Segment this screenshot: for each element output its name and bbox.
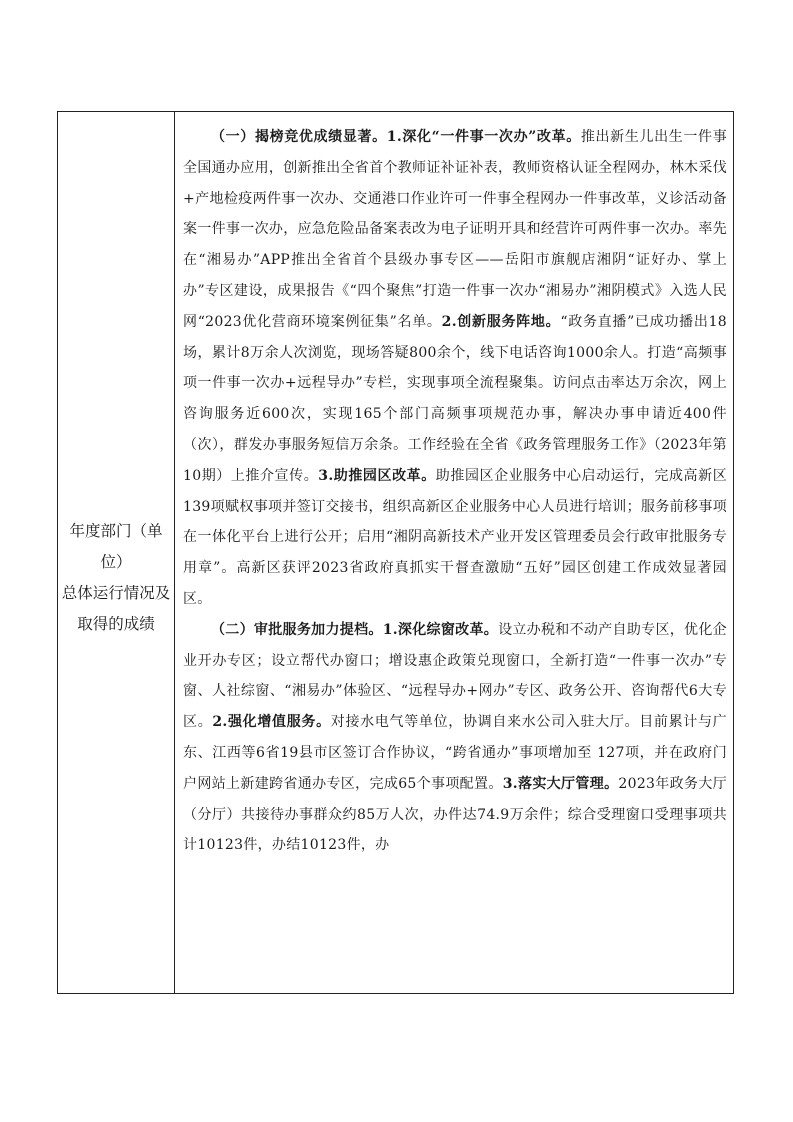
section-2-sub-1: 1.深化综窗改革。 — [382, 621, 499, 638]
report-table — [57, 111, 734, 994]
section-2-heading: （二）审批服务加力提档。 — [211, 621, 383, 638]
label-line-1: 年度部门（单位） — [69, 522, 163, 571]
content-cell — [175, 112, 733, 993]
section-1-text-1: 推出新生儿出生一件事全国通办应用，创新推出全省首个教师证补证补表，教师资格认证全程网办，林木采伐+产地检疫两件事一次办、交通港口作业许可一件事全程网办一件事改革，义诊活动备案一件事一次办，应急危险品备案表改为电子证明开具和经营许可两件事一次办。率先在“湘易办”APP推出全省首个县级办事专区——岳阳市旗舰店湘阴“证好办、掌上办”专区建设，成果报告《“四个聚焦”打造一件事一次办“湘易办”湘阴模式》入选人民网“2023优化营商环境案例征集”名单。 — [183, 129, 728, 330]
label-line-3: 取得的成绩 — [77, 615, 155, 633]
section-1-text-3: 助推园区企业服务中心启动运行，完成高新区139项赋权事项并签订交接书，组织高新区企业服务中心人员进行培训；服务前移事项在一体化平台上进行公开；启用“湘阴高新技术产业开发区管理委员会行政审批服务专用章”。高新区获评2023省政府真抓实干督查激励“五好”园区创建工作成效显著园区。 — [183, 467, 727, 607]
section-2-sub-2: 2.强化增值服务。 — [212, 714, 331, 731]
section-2-paragraph — [183, 615, 727, 861]
row-label — [58, 516, 174, 640]
section-2-sub-3: 3.落实大厅管理。 — [502, 775, 619, 792]
section-1-text-2: “政务直播”已成功播出18场，累计8万余人次浏览，现场答疑800余个，线下电话咨询1000余人。打造“高频事项一件事一次办+远程导办”专栏，实现事项全流程聚集。访问点击率达万余次，网上咨询服务近600次，实现165个部门高频事项规范办事，解决办事申请近400件（次），群发办事服务短信万余条。工作经验在全省《政务管理服务工作》（2023年第10期）上推介宣传。 — [183, 313, 727, 484]
section-2-text-3: 2023年政务大厅（分厅）共接待办事群众约85万人次，办件达74.9万余件；综合受理窗口受理事项共计10123件，办结10123件，办 — [183, 775, 727, 854]
section-1-sub-3: 3.助推园区改革。 — [318, 467, 436, 484]
section-1-sub-1: 1.深化“一件事一次办”改革。 — [386, 129, 581, 145]
section-2-text-1: 设立办税和不动产自助专区，优化企业开办专区；设立帮代办窗口；增设惠企政策兑现窗口，全新打造“一件事一次办”专窗、人社综窗、“湘易办”体验区、“远程导办+网办”专区、政务公开、咨询帮代6大专区。 — [183, 621, 727, 731]
section-1-sub-2: 2.创新服务阵地。 — [441, 313, 561, 330]
label-line-2: 总体运行情况及 — [61, 584, 171, 602]
section-2-text-2: 对接水电气等单位，协调自来水公司入驻大厅。目前累计与广东、江西等6省19县市区签订合作协议，“跨省通办”事项增加至 127项，并在政府门户网站上新建跨省通办专区，完成65个事项配置。 — [183, 714, 727, 792]
section-1-paragraph — [183, 122, 727, 615]
section-1-heading: （一）揭榜竞优成绩显著。 — [211, 129, 387, 145]
label-cell — [58, 112, 175, 993]
